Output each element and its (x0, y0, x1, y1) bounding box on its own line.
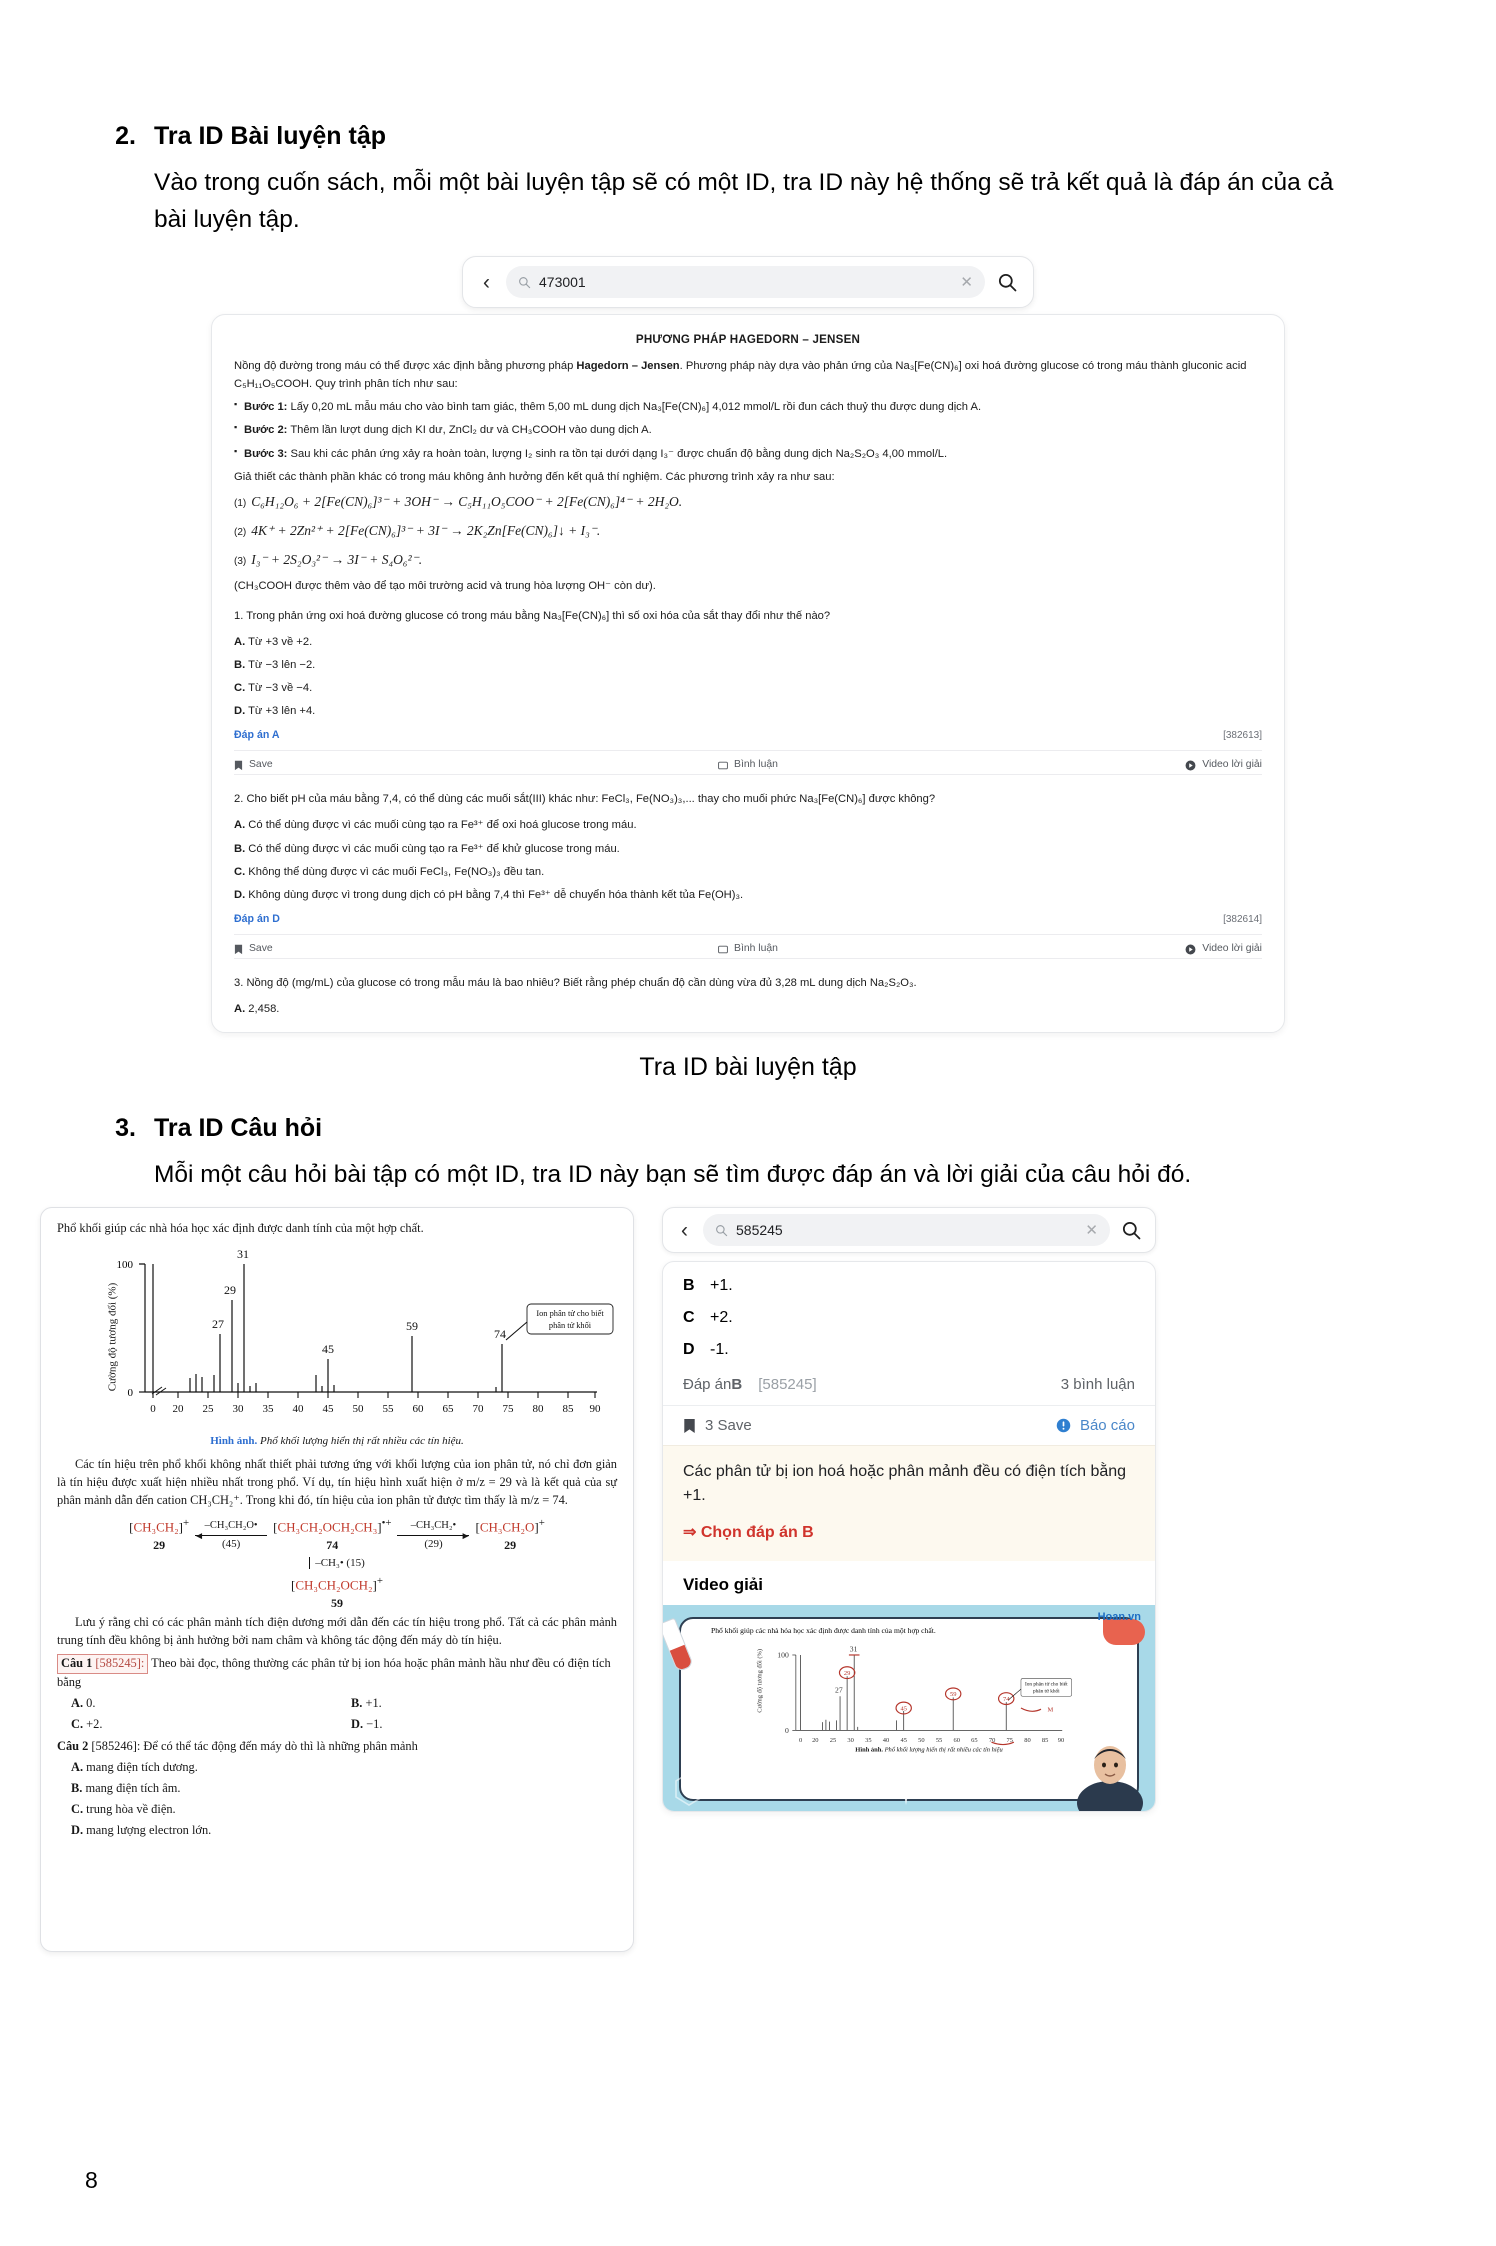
option-letter: D. (351, 1717, 364, 1732)
figcap-bold: Hình ảnh. (210, 1435, 258, 1448)
chart-figure-caption (57, 1434, 617, 1450)
svg-text:30: 30 (232, 1403, 244, 1416)
textbook-question-2 (57, 1738, 617, 1756)
step-1-label: Bước 1: (244, 401, 288, 414)
document-intro (234, 357, 1262, 393)
svg-text:29: 29 (843, 1670, 851, 1678)
textbook-q1-option-b[interactable] (337, 1695, 617, 1713)
question-3-text: 3. Nồng độ (mg/mL) của glucose có trong mẫu máu là bao nhiêu? Biết rằng phép chuẩn độ cần dùng vừa đủ 3,28 mL dung dịch Na₂S₂O₃. (234, 977, 917, 990)
svg-text:40: 40 (292, 1403, 304, 1416)
search-icon (518, 276, 531, 289)
document-step-3 (234, 445, 1262, 463)
save-button[interactable] (683, 1417, 752, 1434)
question-1-answer: Đáp án A (234, 729, 280, 742)
svg-text:75: 75 (502, 1403, 514, 1416)
svg-text:74: 74 (494, 1327, 506, 1342)
svg-text:80: 80 (1024, 1737, 1031, 1745)
svg-text:29: 29 (224, 1283, 236, 1298)
equation-3-number: (3) (234, 555, 247, 567)
equation-1 (234, 491, 1262, 513)
svg-text:20: 20 (172, 1403, 184, 1416)
question-1-video-button[interactable] (923, 757, 1262, 774)
scheme-center-mass: 74 (326, 1538, 339, 1553)
close-icon[interactable]: ✕ (960, 273, 973, 291)
document-note: (CH₃COOH được thêm vào để tạo môi trường acid và trung hòa lượng OH⁻ còn dư). (234, 580, 656, 593)
search-icon (715, 1224, 728, 1237)
textbook-body-2: Lưu ý rằng chỉ có các phân mảnh tích điện dương mới dẫn đến các tín hiệu trong phổ. Tất cả các phân mảnh trung tính đều không bị ảnh hưởng bởi nam châm và không tác động đến máy dò tín hiệu. (57, 1615, 617, 1648)
video-slide (679, 1617, 1139, 1801)
textbook-question-1 (57, 1654, 617, 1692)
svg-text:0: 0 (150, 1403, 156, 1416)
svg-text:Ion phân tử cho biết: Ion phân tử cho biết (536, 1309, 604, 1319)
option-letter: A. (234, 819, 246, 832)
document-title: PHƯƠNG PHÁP HAGEDORN – JENSEN (635, 333, 861, 347)
scheme-right-charge: + (538, 1517, 545, 1530)
option-letter: C. (71, 1717, 84, 1732)
save-label: 3 Save (705, 1417, 752, 1435)
svg-text:55: 55 (935, 1737, 943, 1745)
svg-text:59: 59 (949, 1691, 957, 1699)
question-3-option-a[interactable] (234, 1000, 1262, 1018)
svg-text:25: 25 (829, 1737, 837, 1745)
option-letter: B. (71, 1781, 83, 1796)
option-letter: B (683, 1277, 695, 1295)
step-1-text: Lấy 0,20 mL mẫu máu cho vào bình tam giác, thêm 5,00 mL dung dịch Na₃[Fe(CN)₆] 4,012 mmol/L rồi đun cách thuỷ thu được dung dịch A. (287, 401, 982, 414)
video-section-heading: Video giải (663, 1561, 1155, 1605)
svg-text:0: 0 (127, 1387, 133, 1400)
section-3 (88, 1112, 1496, 1193)
option-letter: A. (71, 1760, 84, 1775)
scheme-right-mass: 29 (504, 1538, 517, 1553)
search-submit-icon[interactable] (995, 270, 1019, 294)
textbook-q2-option-b[interactable] (57, 1780, 617, 1798)
option-letter: B. (351, 1696, 363, 1711)
option-letter: C. (234, 681, 246, 694)
question-2-id: [382614] (1223, 914, 1262, 925)
exercise-lookup-screenshot (0, 256, 1496, 1082)
scheme-right-arrow-mass: (29) (424, 1537, 443, 1550)
scheme-down-charge: + (376, 1574, 383, 1587)
question-1-comment-button[interactable] (573, 757, 923, 774)
document-intro-part1: Nồng độ đường trong máu có thể được xác định bằng phương pháp (234, 360, 577, 372)
search-input-value: 473001 (539, 274, 586, 291)
equation-1-text: C₆H₁₂O₆ + 2[Fe(CN)₆]³⁻ + 3OH⁻ → C₅H₁₁O₅COO⁻ + 2[Fe(CN)₆]⁴⁻ + 2H₂O. (251, 493, 683, 509)
svg-text:70: 70 (988, 1737, 996, 1745)
svg-text:Cường độ tương đối (%): Cường độ tương đối (%) (756, 1649, 764, 1714)
answer-prefix: Đáp án (683, 1376, 732, 1394)
svg-text:100: 100 (116, 1259, 133, 1272)
textbook-q1-options-row-2 (57, 1716, 617, 1734)
svg-text:70: 70 (472, 1403, 484, 1416)
question-block-1 (234, 607, 1262, 775)
fragmentation-scheme: [CH₃CH₂]+ 29 –CH₃CH₂O• ◄ (45) [CH₃CH₂OCH₂CH₃]•+ 74 –CH₃CH₂• ► (29) [CH₃CH₂O]+ 29 –CH₃• (15) [CH₃CH₂OCH₂]+ 59 (57, 1516, 617, 1612)
svg-text:27: 27 (835, 1685, 843, 1695)
question-2-action-bar (234, 934, 1262, 958)
comment-label: Bình luận (734, 759, 778, 771)
chart-svg (57, 1242, 617, 1432)
svg-text:45: 45 (900, 1705, 907, 1713)
alert-circle-icon (1056, 1418, 1071, 1433)
option-text: +2. (710, 1309, 733, 1327)
svg-text:phân tử khối: phân tử khối (548, 1321, 592, 1331)
scheme-center-species: CH₃CH₂OCH₂CH₃ (277, 1519, 378, 1535)
svg-text:45: 45 (900, 1737, 907, 1745)
answer-letter: B (731, 1376, 743, 1394)
app-option-d[interactable] (663, 1334, 1155, 1366)
app-option-c[interactable] (663, 1302, 1155, 1334)
comment-label: Bình luận (734, 943, 778, 955)
video-thumbnail[interactable] (663, 1605, 1155, 1811)
step-2-label: Bước 2: (244, 424, 288, 437)
chevron-left-icon[interactable]: ‹ (681, 1218, 688, 1242)
svg-text:90: 90 (1057, 1737, 1065, 1745)
save-label: Save (249, 943, 273, 955)
video-brand-label: Hoan.vn (1097, 1611, 1141, 1624)
question-lookup-panels (40, 1207, 1496, 1952)
svg-text:85: 85 (562, 1403, 574, 1416)
mass-spectrum-chart (57, 1242, 617, 1432)
option-letter: A. (234, 1003, 246, 1016)
question-1-label: Câu 1 (61, 1656, 93, 1671)
explanation-block (663, 1445, 1155, 1561)
scheme-left-arrow-label: –CH₃CH₂O• (204, 1520, 258, 1532)
textbook-body-1: Các tín hiệu trên phổ khối không nhất thiết phải tương ứng với khối lượng của ion phân tử, nó chỉ đơn giản là tín hiệu được xuất hiện nhiều nhất trong phổ. Ví dụ, tín hiệu hình xuất hiện ở m/z = 29 và là kết quả của sự phân mảnh dẫn đến cation CH₃CH₂⁺. Trong khi đó, tín hiệu của ion phân tử được tìm thấy là m/z = 74. (57, 1457, 617, 1508)
benzene-decoration-icon (669, 1769, 709, 1809)
question-2-option-a[interactable] (234, 816, 1262, 834)
comments-count: 3 bình luận (1060, 1376, 1135, 1394)
question-1-body: Theo bài đọc, thông thường các phân tử bị ion hóa hoặc phân mảnh hầu như đều có điện tích bằng (57, 1656, 611, 1690)
svg-text:Hình ảnh. Phổ khối lượng hiển: Hình ảnh. Phổ khối lượng hiển thị rất nhiều các tín hiệu (855, 1746, 1003, 1754)
svg-text:45: 45 (322, 1403, 334, 1416)
scheme-center-charge: •+ (381, 1517, 392, 1530)
option-text: Từ −3 lên −2. (245, 658, 316, 671)
step-2-text: Thêm lần lượt dung dịch KI dư, ZnCl₂ dư và CH₃COOH vào dung dịch A. (287, 424, 652, 437)
svg-text:Ion phân tử cho biết: Ion phân tử cho biết (1025, 1681, 1068, 1688)
question-1-answer-row (234, 727, 1262, 744)
document-assumption: Giả thiết các thành phần khác có trong máu không ảnh hưởng đến kết quả thí nghiệm. Các phương trình xảy ra như sau: (234, 470, 835, 483)
question-2-id: [585246]: (88, 1739, 141, 1754)
svg-text:60: 60 (412, 1403, 424, 1416)
svg-text:31: 31 (237, 1247, 249, 1262)
option-letter: B. (234, 842, 246, 855)
svg-text:85: 85 (1041, 1737, 1049, 1745)
section-2 (88, 120, 1496, 238)
svg-text:45: 45 (322, 1342, 334, 1357)
svg-text:30: 30 (847, 1737, 854, 1745)
step-3-text: Sau khi các phản ứng xảy ra hoàn toàn, lượng I₂ sinh ra tồn tại dưới dạng I₃⁻ được chuẩn độ bằng dung dịch Na₂S₂O₃ 4,00 mmol/L. (287, 447, 948, 460)
figcap-italic: Phổ khối lượng hiển thị rất nhiều các tín hiệu. (257, 1435, 464, 1448)
svg-text:75: 75 (1006, 1737, 1014, 1745)
option-text: Không thể dùng được vì các muối FeCl₃, Fe(NO₃)₃ đều tan. (245, 865, 545, 878)
scheme-left-mass: 29 (153, 1538, 166, 1553)
textbook-q1-options-row-1 (57, 1695, 617, 1713)
svg-text:50: 50 (918, 1737, 925, 1745)
scheme-left-species: CH₃CH₂ (133, 1519, 179, 1535)
svg-text:55: 55 (382, 1403, 394, 1416)
question-2-answer: Đáp án D (234, 913, 280, 925)
exercise-document-card (211, 314, 1285, 1033)
option-letter: A. (71, 1696, 84, 1711)
question-search-bar[interactable] (662, 1207, 1156, 1253)
svg-text:35: 35 (865, 1737, 872, 1745)
svg-text:0: 0 (784, 1726, 789, 1736)
question-2-label: Câu 2 (57, 1739, 89, 1754)
option-text: Từ +3 lên +4. (245, 705, 316, 718)
option-text: Từ −3 về −4. (245, 681, 313, 694)
question-1-option-c[interactable] (234, 679, 1262, 697)
scheme-right-species: CH₃CH₂O (479, 1519, 535, 1535)
bookmark-icon (234, 760, 243, 771)
scheme-left-charge: + (183, 1517, 190, 1530)
svg-text:25: 25 (202, 1403, 214, 1416)
document-intro-bold: Hagedorn – Jensen (576, 360, 680, 372)
option-text: +2. (83, 1717, 103, 1732)
textbook-q2-option-c[interactable] (57, 1801, 617, 1819)
scheme-down-species: CH₃CH₂OCH₂ (295, 1577, 373, 1592)
video-slide-title: Phổ khối giúp các nhà hóa học xác định được danh tính của một hợp chất. (711, 1626, 936, 1636)
search-input[interactable] (506, 266, 985, 298)
option-letter: B. (234, 658, 246, 671)
answer-question-id: [585245] (758, 1376, 817, 1394)
document-page (0, 120, 1496, 2246)
textbook-q1-option-d[interactable] (337, 1716, 617, 1734)
textbook-q1-option-c[interactable] (57, 1716, 337, 1734)
svg-text:20: 20 (812, 1737, 819, 1745)
question-2-body: Để có thể tác động đến máy dò thì là những phân mảnh (140, 1739, 418, 1754)
comment-icon (718, 945, 728, 955)
chevron-left-icon[interactable]: ‹ (483, 270, 490, 294)
svg-text:35: 35 (262, 1403, 274, 1416)
option-text: 2,458. (245, 1003, 280, 1016)
document-step-1 (234, 398, 1262, 416)
question-block-2 (234, 774, 1262, 958)
svg-text:27: 27 (212, 1317, 224, 1332)
option-letter: C. (71, 1802, 84, 1817)
equation-2-text: 4K⁺ + 2Zn²⁺ + 2[Fe(CN)₆]³⁻ + 3I⁻ → 2K₂Zn[Fe(CN)₆]↓ + I₃⁻. (251, 522, 601, 538)
question-1-id: [382613] (1223, 730, 1262, 742)
option-text: Từ +3 về +2. (245, 635, 313, 648)
exercise-search-bar[interactable] (462, 256, 1034, 308)
option-letter: D (683, 1341, 695, 1359)
search-submit-icon[interactable] (1119, 1218, 1143, 1242)
option-text: +1. (710, 1277, 733, 1295)
video-label: Video lời giải (1202, 759, 1262, 771)
play-circle-icon (1185, 760, 1196, 771)
section-2-number: 2. (115, 122, 136, 150)
report-button[interactable] (1056, 1417, 1135, 1434)
option-text: Có thể dùng được vì các muối cùng tạo ra Fe³⁺ để oxi hoá glucose trong máu. (245, 819, 637, 832)
option-text: mang điện tích dương. (83, 1760, 198, 1775)
option-text: Không dùng được vì trong dung dịch có pH bằng 7,4 thì Fe³⁺ dễ chuyển hóa thành kết tủa Fe(OH)₃. (245, 888, 744, 901)
comment-icon (718, 761, 728, 771)
textbook-q1-option-a[interactable] (57, 1695, 337, 1713)
svg-text:90: 90 (589, 1403, 601, 1416)
equation-2 (234, 520, 1262, 542)
question-2-save-button[interactable] (234, 941, 573, 958)
question-2-comment-button[interactable] (573, 941, 923, 958)
section-3-number: 3. (115, 1114, 136, 1143)
svg-text:40: 40 (882, 1737, 890, 1745)
section-2-paragraph: Vào trong cuốn sách, mỗi một bài luyện tập sẽ có một ID, tra ID này hệ thống sẽ trả kết quả là đáp án của cả bài luyện tập. (154, 168, 1334, 233)
svg-text:74: 74 (1002, 1696, 1010, 1704)
svg-text:65: 65 (442, 1403, 454, 1416)
question-answer-card (662, 1261, 1156, 1812)
question-block-3 (234, 958, 1262, 1018)
question-2-answer-row (234, 911, 1262, 928)
bookmark-icon (234, 944, 243, 955)
save-label: Save (249, 759, 273, 771)
explanation-text: Các phân tử bị ion hoá hoặc phân mảnh đều có điện tích bằng +1. (683, 1463, 1127, 1505)
option-text: mang điện tích âm. (82, 1781, 181, 1796)
svg-text:100: 100 (777, 1650, 789, 1660)
equation-2-number: (2) (234, 526, 247, 538)
equation-1-number: (1) (234, 497, 247, 509)
option-letter: C (683, 1309, 695, 1327)
video-label: Video lời giải (1202, 943, 1262, 955)
option-text: −1. (363, 1717, 383, 1732)
search-input-value: 585245 (736, 1222, 783, 1239)
question-1-action-bar (234, 750, 1262, 774)
option-letter: D. (234, 705, 246, 718)
textbook-intro: Phổ khối giúp các nhà hóa học xác định được danh tính của một hợp chất. (57, 1221, 424, 1236)
scheme-right-arrow-label: –CH₃CH₂• (410, 1520, 457, 1532)
bookmark-icon (683, 1418, 696, 1434)
section-2-title: Tra ID Bài luyện tập (154, 122, 387, 150)
answer-summary-bar (663, 1366, 1155, 1405)
svg-text:0: 0 (798, 1737, 803, 1745)
question-1-text: 1. Trong phản ứng oxi hoá đường glucose có trong máu bằng Na₃[Fe(CN)₆] thì số oxi hóa của sắt thay đổi như thế nào? (234, 609, 831, 622)
option-text: 0. (83, 1696, 96, 1711)
chosen-answer-text: ⇒ Chọn đáp án B (683, 1524, 814, 1542)
scheme-left-arrow-mass: (45) (221, 1537, 241, 1550)
question-1-save-button[interactable] (234, 757, 573, 774)
app-option-b[interactable] (663, 1270, 1155, 1302)
page-number: 8 (85, 2167, 98, 2193)
question-2-option-b[interactable] (234, 840, 1262, 858)
chart-y-axis-label: Cường độ tương đối (%) (106, 1283, 119, 1392)
close-icon[interactable]: ✕ (1085, 1221, 1098, 1239)
question-1-option-d[interactable] (234, 702, 1262, 720)
scheme-down-label: –CH₃• (15) (315, 1556, 365, 1569)
svg-text:50: 50 (352, 1403, 364, 1416)
textbook-q2-option-d[interactable] (57, 1822, 617, 1840)
equation-3-text: I₃⁻ + 2S₂O₃²⁻ → 3I⁻ + S₄O₆²⁻. (251, 551, 423, 567)
option-text: trung hòa về điện. (83, 1802, 176, 1817)
equation-3 (234, 549, 1262, 571)
question-1-option-b[interactable] (234, 656, 1262, 674)
option-letter: A. (234, 635, 246, 648)
sparkle-decoration-icon (894, 1783, 918, 1807)
question-1-id: [585245]: (92, 1656, 145, 1671)
play-circle-icon (1185, 944, 1196, 955)
section-3-title: Tra ID Câu hỏi (154, 1114, 323, 1143)
svg-text:M: M (1047, 1706, 1054, 1714)
app-panel (662, 1207, 1156, 1952)
option-text: mang lượng electron lớn. (83, 1823, 212, 1838)
svg-text:phân tử khối: phân tử khối (1032, 1688, 1060, 1695)
option-text: Có thể dùng được vì các muối cùng tạo ra Fe³⁺ để khử glucose trong máu. (245, 842, 620, 855)
document-step-2 (234, 421, 1262, 439)
option-text: +1. (362, 1696, 382, 1711)
svg-text:60: 60 (953, 1737, 960, 1745)
svg-text:65: 65 (971, 1737, 978, 1745)
textbook-panel (40, 1207, 634, 1952)
option-letter: D. (234, 888, 246, 901)
section-3-paragraph: Mỗi một câu hỏi bài tập có một ID, tra ID này bạn sẽ tìm được đáp án và lời giải của câu hỏi đó. (154, 1161, 1192, 1189)
scheme-down-mass: 59 (331, 1595, 343, 1610)
answer-action-bar (663, 1405, 1155, 1445)
option-text: -1. (710, 1341, 729, 1359)
option-letter: D. (71, 1823, 84, 1838)
question-2-option-c[interactable] (234, 863, 1262, 881)
search-input[interactable] (703, 1214, 1110, 1246)
video-slide-chart (744, 1635, 1074, 1761)
question-2-video-button[interactable] (923, 941, 1262, 958)
step-3-label: Bước 3: (244, 447, 288, 460)
figure-caption-exercise: Tra ID bài luyện tập (639, 1053, 857, 1082)
question-2-option-d[interactable] (234, 886, 1262, 904)
presenter-avatar (1071, 1737, 1149, 1811)
question-1-id-highlight (57, 1654, 148, 1674)
question-1-option-a[interactable] (234, 633, 1262, 651)
report-label: Báo cáo (1079, 1417, 1135, 1435)
option-letter: C. (234, 865, 246, 878)
svg-text:59: 59 (406, 1319, 418, 1334)
textbook-q2-option-a[interactable] (57, 1759, 617, 1777)
svg-text:80: 80 (532, 1403, 544, 1416)
document-intro-part2: . Phương pháp này dựa vào phản ứng của Na₃[Fe(CN)₆] oxi hoá đường glucose có trong máu thành gluconic acid C₅H₁₁O₅COOH. Quy trình phân tích như sau: (234, 360, 1247, 391)
question-2-text: 2. Cho biết pH của máu bằng 7,4, có thể dùng các muối sắt(III) khác như: FeCl₃, Fe(NO₃)₃,... thay cho muối phức Na₃[Fe(CN)₆] được không? (234, 793, 936, 806)
svg-text:31: 31 (849, 1644, 858, 1654)
